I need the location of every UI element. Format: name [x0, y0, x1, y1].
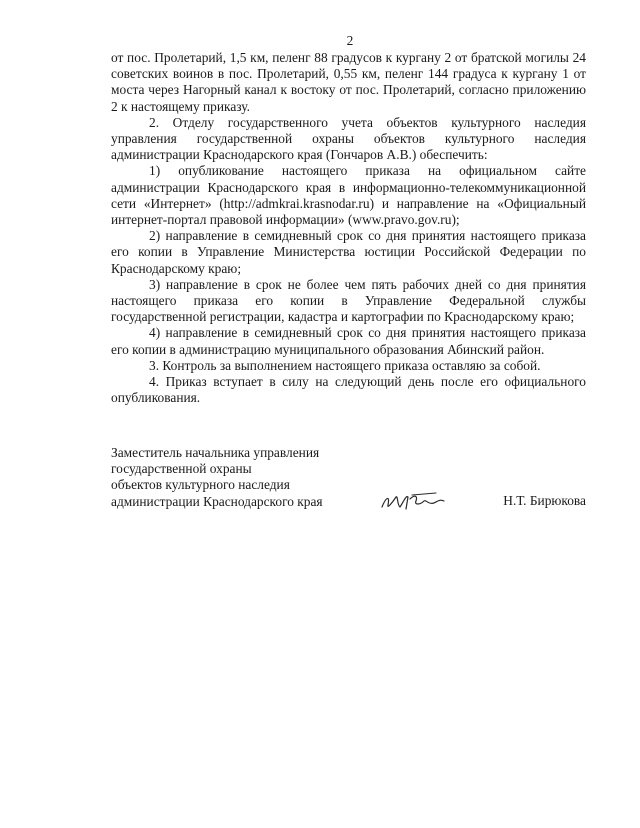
subitem-2: 2) направление в семидневный срок со дня принятия настоящего приказа его копии в Управление Министерства юстиции Российской Федерации по Краснодарскому краю;: [111, 228, 586, 276]
document-body: [111, 50, 586, 406]
paragraph-item-4: 4. Приказ вступает в силу на следующий день после его официального опубликования.: [111, 374, 586, 406]
signatory-position-line-2: государственной охраны: [111, 461, 252, 477]
signature-block: [111, 445, 586, 525]
signatory-position-line-3: объектов культурного наследия: [111, 477, 290, 493]
paragraph-item-3: 3. Контроль за выполнением настоящего приказа оставляю за собой.: [149, 357, 541, 373]
signatory-position-line-1: Заместитель начальника управления: [111, 445, 320, 460]
subitem-1: 1) опубликование настоящего приказа на официальном сайте администрации Краснодарского края в информационно-телекоммуникационной сети «Интернет» (http://admkrai.krasnodar.ru) и направление на «Официальный интернет-портал правовой информации» (www.pravo.gov.ru);: [111, 163, 586, 228]
handwritten-signature: [378, 489, 458, 513]
paragraph-item-2: 2. Отделу государственного учета объектов культурного наследия управления государственной охраны объектов культурного наследия администрации Краснодарского края (Гончаров А.В.) обеспечить:: [111, 114, 586, 163]
signatory-position-line-4: администрации Краснодарского края: [111, 493, 323, 509]
subitem-3: 3) направление в срок не более чем пять рабочих дней со дня принятия настоящего приказа его копии в Управление Федеральной службы государственной регистрации, кадастра и картографии по Краснодарскому краю;: [111, 276, 586, 325]
page-number: 2: [346, 33, 354, 48]
paragraph-continuation: от пос. Пролетарий, 1,5 км, пеленг 88 градусов к кургану 2 от братской могилы 24 советских воинов в пос. Пролетарий, 0,55 км, пеленг 144 градуса к кургану 1 от моста через Нагорный канал к востоку от пос. Пролетарий, согласно приложению 2 к настоящему приказу.: [111, 50, 586, 114]
signatory-name: Н.Т. Бирюкова: [503, 493, 586, 508]
subitem-4: 4) направление в семидневный срок со дня принятия настоящего приказа его копии в администрацию муниципального образования Абинский район.: [111, 325, 586, 357]
